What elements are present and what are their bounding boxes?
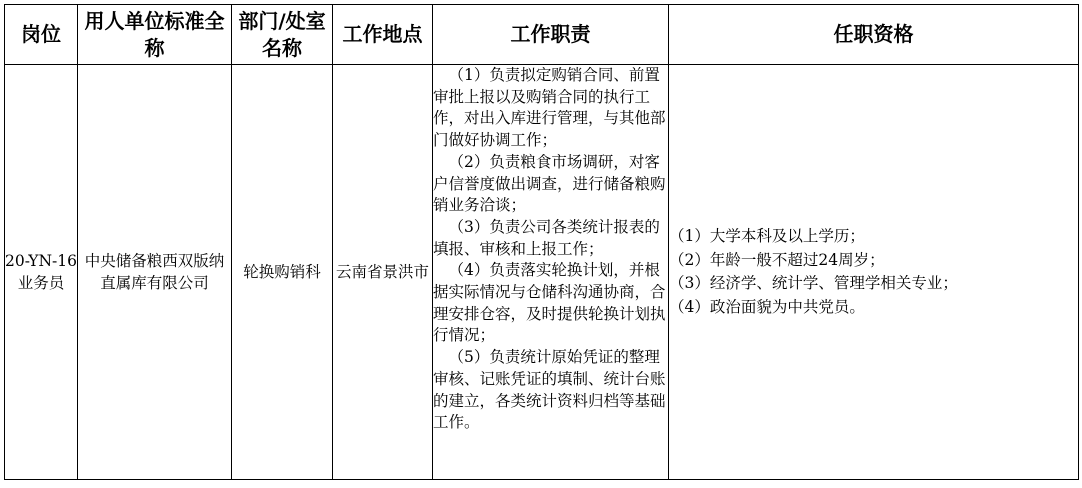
cell-position: 20-YN-16业务员 [5, 65, 78, 480]
header-position: 岗位 [5, 5, 78, 65]
requirement-item: （3）经济学、统计学、管理学相关专业； [669, 274, 958, 292]
duty-item: （4）负责落实轮换计划，并根据实际情况与仓储科沟通协商，合理安排仓容，及时提供轮换计划执行情况； [433, 261, 666, 345]
cell-unit: 中央储备粮西双版纳直属库有限公司 [78, 65, 232, 480]
header-department: 部门/处室名称 [232, 5, 333, 65]
duty-item: （1）负责拟定购销合同、前置审批上报以及购销合同的执行工作，对出入库进行管理，与其他部门做好协调工作； [433, 66, 666, 150]
header-unit: 用人单位标准全称 [78, 5, 232, 65]
table-row [5, 65, 1079, 480]
duty-item: （2）负责粮食市场调研，对客户信誉度做出调查，进行储备粮购销业务洽谈； [433, 152, 666, 215]
job-table [4, 4, 1079, 480]
cell-department: 轮换购销科 [232, 65, 333, 480]
header-duties: 工作职责 [433, 5, 669, 65]
header-row [5, 5, 1079, 65]
requirement-item: （2）年龄一般不超过24周岁； [669, 250, 885, 269]
cell-location: 云南省景洪市 [333, 65, 433, 480]
duty-item: （5）负责统计原始凭证的整理审核、记账凭证的填制、统计台账的建立，各类统计资料归档等基础工作。 [433, 348, 666, 432]
requirement-item: （4）政治面貌为中共党员。 [669, 297, 865, 316]
cell-requirements [669, 65, 1079, 480]
cell-duties [433, 65, 669, 480]
header-requirements: 任职资格 [669, 5, 1079, 65]
requirement-item: （1）大学本科及以上学历； [669, 227, 865, 245]
header-location: 工作地点 [333, 5, 433, 65]
duty-item: （3）负责公司各类统计报表的填报、审核和上报工作； [433, 217, 660, 258]
